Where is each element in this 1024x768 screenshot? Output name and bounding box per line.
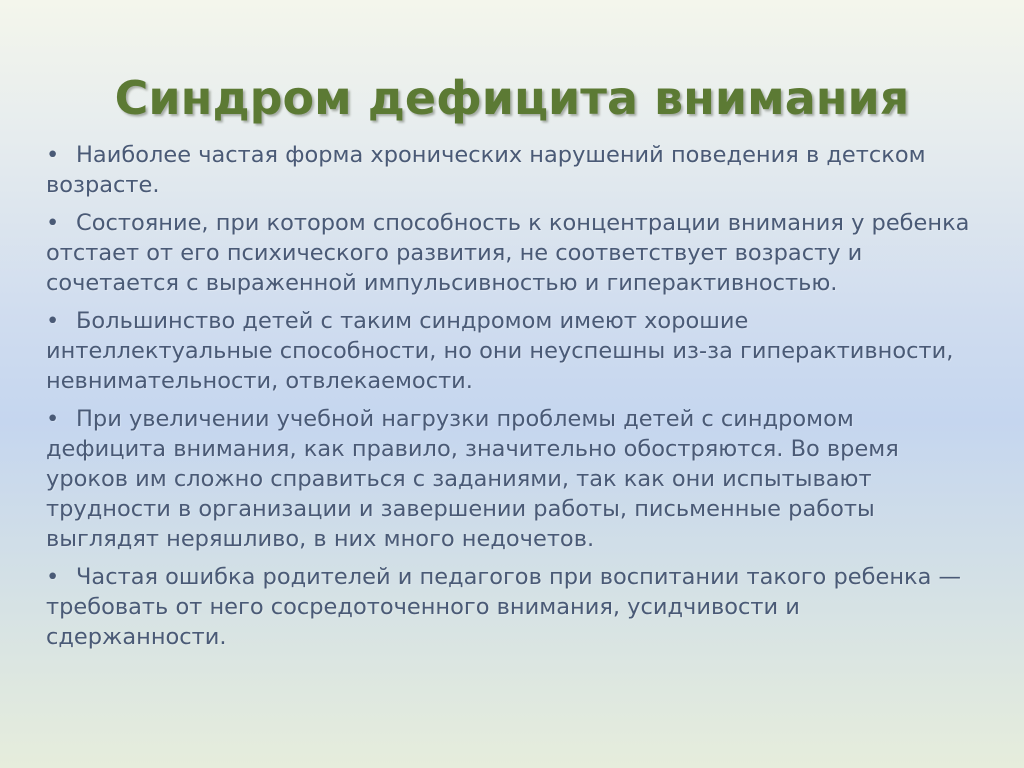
bullet-text: Наиболее частая форма хронических нарушений поведения в детском возрасте. (46, 142, 926, 198)
bullet-marker: • (46, 406, 60, 432)
bullet-item (46, 562, 976, 652)
bullet-text: Состояние, при котором способность к концентрации внимания у ребенка отстает от его психического развития, не соответствует возрасту и сочетается с выраженной импульсивностью и гиперактивностью. (46, 210, 970, 296)
bullet-text: При увеличении учебной нагрузки проблемы детей с синдромом дефицита внимания, как правило, значительно обостряются. Во время уроков им сложно справиться с заданиями, так как они испытывают трудности в организации и завершении работы, письменные работы выглядят неряшливо, в них много недочетов. (46, 406, 899, 552)
bullet-marker: • (46, 308, 60, 334)
bullet-list (46, 140, 976, 660)
slide-title: Синдром дефицита внимания (114, 71, 910, 125)
bullet-item (46, 140, 976, 200)
bullet-item (46, 208, 976, 298)
bullet-text: Большинство детей с таким синдромом имеют хорошие интеллектуальные способности, но они неуспешны из-за гиперактивности, невнимательности, отвлекаемости. (46, 308, 954, 394)
bullet-marker: • (46, 142, 60, 168)
bullet-marker: • (46, 564, 60, 590)
bullet-text: Частая ошибка родителей и педагогов при воспитании такого ребенка — требовать от него сосредоточенного внимания, усидчивости и сдержанности. (46, 564, 962, 650)
bullet-item (46, 306, 976, 396)
bullet-item (46, 404, 976, 554)
bullet-marker: • (46, 210, 60, 236)
